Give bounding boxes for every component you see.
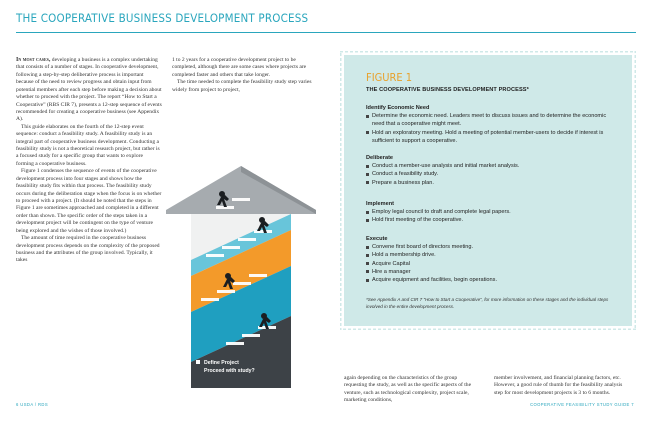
stage-deliberate — [366, 154, 616, 187]
stage-execute — [366, 235, 616, 284]
arrow-label-line2: Proceed with study? — [204, 368, 255, 374]
paragraph: Figure 1 condenses the sequence of events of the cooperative development process into four stages and shows how the feasibility study fits within that process. The feasibility study occurs during the deliberation stage when the focus is on whether to proceed with a project. (It should be noted that the steps in Figure 1 are sometimes approached and completed in a different order than shown. The specific order of the steps taken in a development project will be contingent on the type of venture being explored and the wishes of those involved.) — [16, 168, 162, 234]
stage-identify-economic-need — [366, 104, 616, 145]
list-item: Convene first board of directors meeting. — [366, 243, 616, 251]
paragraph-text: developing a business is a complex undertaking that consists of a number of stages. In cooperative development, following a step-by-step deliberative process is important because of the need to review progress and obtain input from potential members after each step before making a decision about whether to proceed with the project. The report “How to Start a Cooperative” (RBS CIR 7), presents a 12-step sequence of events recommended for creating a cooperative business (see Appendix A). — [16, 57, 162, 123]
list-item: Conduct a member-use analysis and initial market analysis. — [366, 162, 616, 170]
body-column-4 — [494, 375, 632, 397]
figure-footnote: *See Appendix A and CIR 7 “How to Start a Cooperative”, for more information on these stages and the individual steps involved in the entire development process. — [366, 297, 609, 309]
body-column-1 — [16, 57, 162, 265]
stage-heading: Deliberate — [366, 155, 394, 161]
list-item: Acquire Capital — [366, 260, 616, 268]
figure-subtitle: THE COOPERATIVE BUSINESS DEVELOPMENT PROCESS* — [366, 87, 529, 93]
paragraph: member involvement, and financial planning factors, etc. However, a good rule of thumb for the feasibility analysis step for most development projects is 3 to 6 months. — [494, 375, 623, 396]
list-item: Acquire equipment and facilities, begin operations. — [366, 276, 616, 284]
list-item: Employ legal council to draft and complete legal papers. — [366, 208, 616, 216]
page-title: THE COOPERATIVE BUSINESS DEVELOPMENT PROCESS — [16, 11, 309, 25]
list-item: Conduct a feasibility study. — [366, 170, 616, 178]
stage-implement — [366, 200, 616, 225]
body-column-2 — [172, 57, 320, 94]
paragraph: The amount of time required in the cooperative business development process depends on the complexity of the proposed business and the attributes of the group involved. Typically, it takes — [16, 235, 160, 264]
list-item: Prepare a business plan. — [366, 179, 616, 187]
list-item: Hold a membership drive. — [366, 251, 616, 259]
figure-label: FIGURE 1 — [366, 71, 413, 84]
body-column-3 — [344, 375, 479, 405]
paragraph: The time needed to complete the feasibility study step varies widely from project to project, — [172, 79, 312, 93]
arrow-label-line1: Define Project — [204, 360, 239, 366]
list-item: Determine the economic need. Leaders meet to discuss issues and to determine the economic need that a cooperative might meet. — [366, 112, 616, 128]
lead-in-text: In most cases, — [16, 57, 51, 63]
paragraph — [16, 57, 162, 124]
footer-right: COOPERATIVE FEASIBILITY STUDY GUIDE 7 — [530, 402, 634, 407]
stage-heading: Identify Economic Need — [366, 105, 430, 111]
list-item: Hold an exploratory meeting. Hold a meeting of potential member-users to decide if interest is sufficient to support a cooperative. — [366, 129, 616, 145]
footer-left: 6 USDA / RDS — [16, 402, 49, 407]
title-rule — [16, 32, 636, 33]
bullet-square-icon — [196, 360, 200, 364]
paragraph: again depending on the characteristics of the group requesting the study, as well as the specific aspects of the venture, such as technological complexity, project scale, marketing conditions, — [344, 375, 472, 404]
paragraph: 1 to 2 years for a cooperative development project to be completed, although there are some cases where projects are completed faster and others that take longer. — [172, 57, 307, 78]
paragraph: This guide elaborates on the fourth of the 12-step event sequence: conduct a feasibility study. A feasibility study is an integral part of cooperative business development. Conducting a feasibility study is not a theoretical research project, but rather is a focused study for a specific group that wants to explore forming a cooperative business. — [16, 123, 160, 167]
figure-box — [344, 55, 632, 326]
stage-heading: Execute — [366, 236, 388, 242]
stage-heading: Implement — [366, 201, 394, 207]
development-stairs-arrow-illustration — [166, 166, 316, 388]
list-item: Hire a manager — [366, 268, 616, 276]
list-item: Hold first meeting of the cooperative. — [366, 216, 616, 224]
